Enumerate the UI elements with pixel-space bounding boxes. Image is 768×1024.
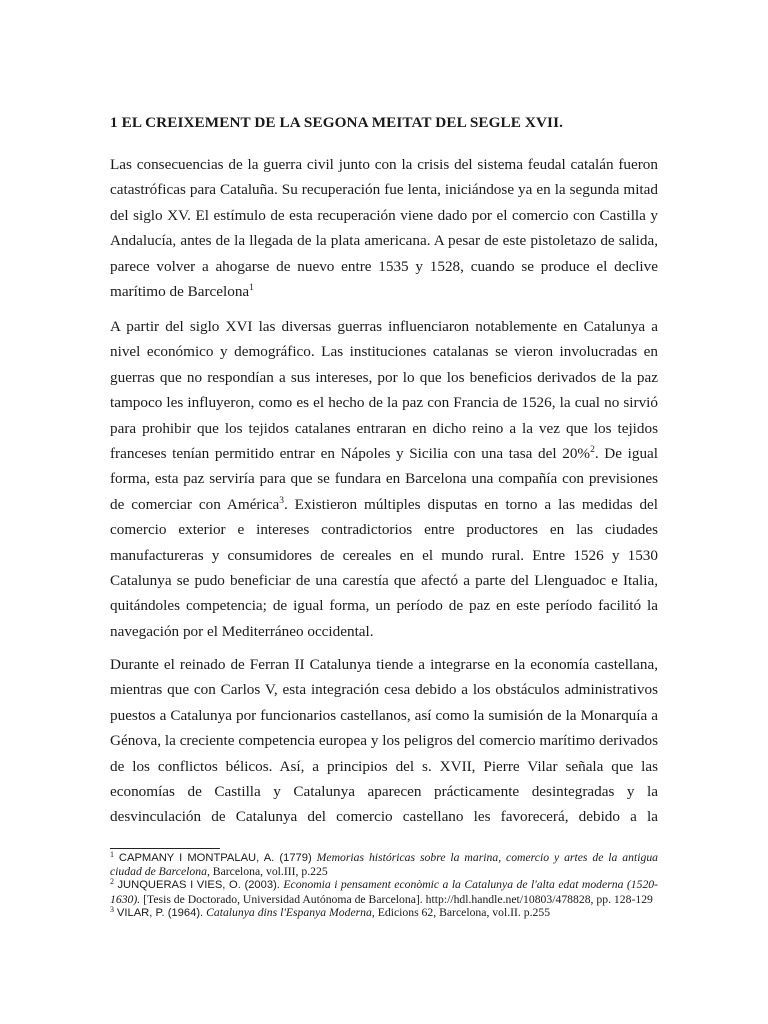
- footnote-details: , Barcelona, vol.III, p.225: [206, 865, 328, 879]
- paragraph-2: [110, 314, 658, 644]
- footnote-details: [Tesis de Doctorado, Universidad Autónoma de Barcelona]. http://hdl.handle.net/10803/478828, pp. 128-129: [140, 892, 653, 906]
- paragraph-2-text-b: . De igual forma, esta paz serviría para que se fundara en Barcelona una compañía con previsiones de comerciar con América: [110, 445, 658, 513]
- footnote-details: , Edicions 62, Barcelona, vol.II. p.255: [371, 905, 551, 919]
- footnote-number: 3: [110, 904, 114, 914]
- section-heading: 1 EL CREIXEMENT DE LA SEGONA MEITAT DEL SEGLE XVII.: [110, 114, 563, 131]
- footnote-title: Economia i pensament econòmic a la Catalunya de l'alta edat moderna (1520-1630).: [110, 878, 659, 906]
- footnote-separator: [110, 848, 220, 849]
- footnote-title: Catalunya dins l'Espanya Moderna: [206, 905, 372, 919]
- paragraph-3-text: Durante el reinado de Ferran II Catalunya tiende a integrarse en la economía castellana, mientras que con Carlos V, esta integración cesa debido a los obstáculos administrativos puestos a Catalunya por funcionarios castellanos, así como la sumisión de la Monarquía a Génova, la creciente competencia europea y los peligros del comercio marítimo derivados de los conflictos bélicos. Así, a principios del s. XVII, Pierre Vilar señala que las economías de Castilla y Catalunya aparecen prácticamente desintegradas y la desvinculación de Catalunya del comercio castellano les favorecerá, debido a la: [110, 656, 658, 826]
- footnote-author: CAPMANY I MONTPALAU, A. (1779): [118, 852, 312, 864]
- footnote-3: [110, 906, 658, 920]
- footnote-ref-2[interactable]: 2: [590, 445, 595, 456]
- footnote-author: VILAR, P. (1964).: [116, 906, 204, 919]
- footnote-ref-1[interactable]: 1: [249, 283, 254, 294]
- footnote-2: [110, 878, 658, 905]
- footnote-title: Memorias históricas sobre la marina, comercio y artes de la antigua ciudad de Barcelona: [110, 851, 659, 879]
- footnote-author: JUNQUERAS I VIES, O. (2003).: [117, 879, 280, 892]
- paragraph-2-text-a: A partir del siglo XVI las diversas guerras influenciaron notablemente en Catalunya a nivel económico y demográfico. Las instituciones catalanas se vieron involucradas en guerras que no respondían a sus intereses, por lo que los beneficios derivados de la paz tampoco les influyeron, como es el hecho de la paz con Francia de 1526, la cual no sirvió para prohibir que los tejidos catalanes entraran en dicho reino a la vez que los tejidos franceses tenían permitido entrar en Nápoles y Sicilia con una tasa del 20%: [110, 318, 658, 463]
- footnotes: [110, 851, 658, 920]
- footnote-number: 2: [110, 877, 114, 887]
- paragraph-1: [110, 152, 658, 304]
- footnote-ref-3[interactable]: 3: [279, 495, 284, 506]
- footnote-1: [110, 851, 658, 878]
- paragraph-1-text: Las consecuencias de la guerra civil junto con la crisis del sistema feudal catalán fueron catastróficas para Cataluña. Su recuperación fue lenta, iniciándose ya en la segunda mitad del siglo XV. El estímulo de esta recuperación viene dado por el comercio con Castilla y Andalucía, antes de la llegada de la plata americana. A pesar de este pistoletazo de salida, parece volver a ahogarse de nuevo entre 1535 y 1528, cuando se produce el declive marítimo de Barcelona: [110, 156, 658, 301]
- footnote-number: 1: [110, 850, 114, 859]
- paragraph-3: [110, 652, 658, 830]
- paragraph-2-text-c: . Existieron múltiples disputas en torno a las medidas del comercio exterior e intereses contradictorios entre productores en las ciudades manufactureras y consumidores de cereales en el mundo rural. Entre 1526 y 1530 Catalunya se pudo beneficiar de una carestía que afectó a parte del Llenguadoc e Italia, quitándoles competencia; de igual forma, un período de paz en este período facilitó la navegación por el Mediterráneo occidental.: [110, 495, 658, 640]
